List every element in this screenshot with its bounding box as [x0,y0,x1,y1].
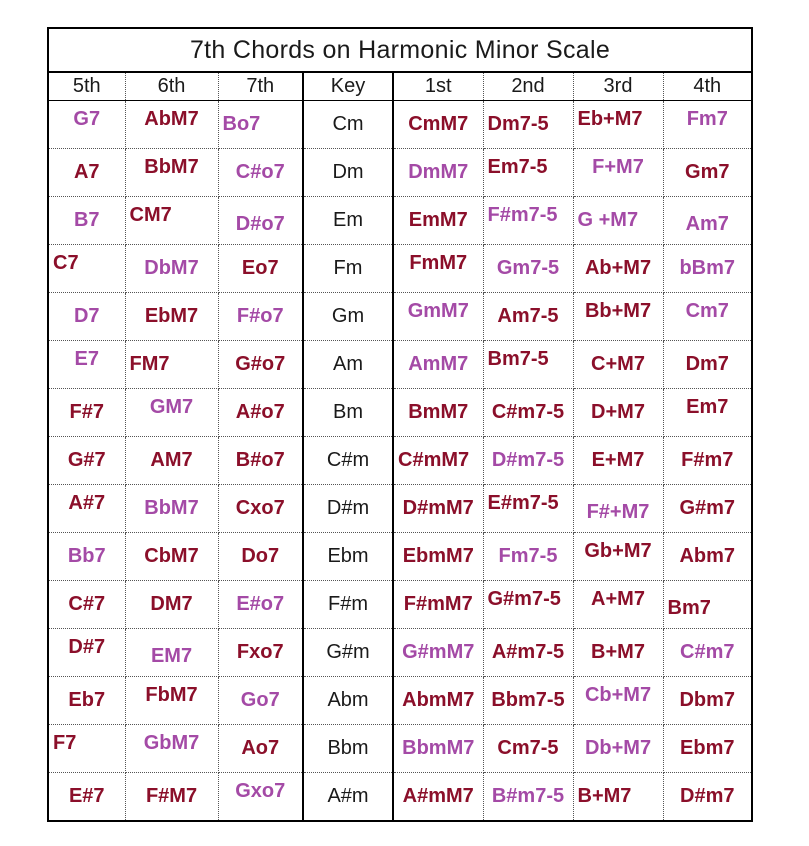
chord-cell-first [393,389,483,437]
chord-name: D7 [73,305,100,327]
chord-name: F+M7 [592,156,644,178]
header-3rd: 3rd [573,72,663,101]
chord-cell-third [573,725,663,773]
chord-name: DbM7 [144,257,199,279]
chord-cell-second [483,245,573,293]
key-cell: D#m [303,485,393,533]
chord-cell-fifth [48,293,125,341]
chord-name: G +M7 [577,209,639,231]
chord-cell-seventh [218,485,303,533]
chord-cell-fifth [48,773,125,822]
chord-cell-fifth [48,677,125,725]
chord-name: C#mM7 [398,449,470,471]
chord-cell-third [573,581,663,629]
chord-cell-second [483,629,573,677]
chord-name: CmM7 [408,113,469,135]
chord-name: CbM7 [144,545,199,567]
key-cell: Bbm [303,725,393,773]
chord-cell-second [483,389,573,437]
chord-name: BmM7 [408,401,469,423]
chord-name: B+M7 [577,785,632,807]
table-row [48,245,752,293]
chord-name: Eb7 [68,689,106,711]
chord-name: A#o7 [235,401,285,423]
chord-name: Fm7-5 [498,545,558,567]
chord-name: C#m7 [680,641,735,663]
table-row [48,533,752,581]
chord-cell-fourth [663,629,752,677]
table-title: 7th Chords on Harmonic Minor Scale [48,28,752,72]
chord-name: B#m7-5 [491,785,565,807]
chord-cell-fourth [663,101,752,149]
chord-cell-second [483,533,573,581]
chord-name: F#7 [69,401,104,423]
table-row [48,197,752,245]
header-5th: 5th [48,72,125,101]
key-cell: Em [303,197,393,245]
chord-cell-second [483,437,573,485]
chord-name: G#7 [67,449,106,471]
chord-name: Ab+M7 [584,257,652,279]
chord-cell-first [393,629,483,677]
chord-name: B#o7 [235,449,285,471]
chord-cell-seventh [218,245,303,293]
chord-cell-fifth [48,389,125,437]
chord-cell-seventh [218,533,303,581]
chord-name: G#o7 [235,353,286,375]
chord-cell-fourth [663,197,752,245]
chord-name: Fxo7 [236,641,284,663]
table-row [48,485,752,533]
chord-cell-second [483,293,573,341]
chord-cell-fourth [663,773,752,822]
chord-cell-sixth [125,677,218,725]
chord-name: A#mM7 [402,785,474,807]
chord-name: E7 [74,348,99,370]
chord-cell-sixth [125,293,218,341]
chord-cell-first [393,437,483,485]
key-cell: Fm [303,245,393,293]
chord-cell-sixth [125,149,218,197]
header-row [48,72,752,101]
chord-cell-first [393,101,483,149]
chord-cell-fifth [48,533,125,581]
chord-cell-first [393,581,483,629]
chord-cell-second [483,725,573,773]
chord-cell-first [393,773,483,822]
chord-cell-fifth [48,101,125,149]
chord-cell-sixth [125,773,218,822]
chord-name: Db+M7 [584,737,652,759]
chord-cell-second [483,101,573,149]
chord-cell-fourth [663,245,752,293]
chord-name: Do7 [241,545,280,567]
chord-name: Cb+M7 [584,684,652,706]
chord-cell-fourth [663,533,752,581]
chord-name: bBm7 [679,257,736,279]
chord-cell-sixth [125,581,218,629]
chord-cell-third [573,245,663,293]
chord-cell-sixth [125,389,218,437]
chord-name: F#m7 [681,449,734,471]
chord-cell-fourth [663,149,752,197]
chord-cell-fourth [663,485,752,533]
chord-name: AbM7 [144,108,199,130]
table-row [48,293,752,341]
header-6th: 6th [125,72,218,101]
chord-name: E#o7 [236,593,285,615]
chord-name: F#o7 [236,305,284,327]
chord-cell-third [573,101,663,149]
key-cell: Gm [303,293,393,341]
chord-cell-fifth [48,725,125,773]
chord-cell-third [573,533,663,581]
table-row [48,677,752,725]
key-cell: Cm [303,101,393,149]
key-cell: Am [303,341,393,389]
chord-name: C#o7 [235,161,285,183]
table-row [48,149,752,197]
chord-cell-second [483,197,573,245]
chord-cell-seventh [218,629,303,677]
header-2nd: 2nd [483,72,573,101]
chord-name: Abm7 [679,545,736,567]
chord-name: A7 [73,161,100,183]
chord-name: E#7 [68,785,105,807]
chord-cell-sixth [125,533,218,581]
chord-cell-fifth [48,437,125,485]
chord-name: Dm7 [685,353,729,375]
chord-cell-sixth [125,101,218,149]
chord-cell-second [483,341,573,389]
chord-name: D#7 [68,636,106,658]
chord-cell-sixth [125,725,218,773]
chord-name: Em7 [686,396,729,418]
chord-name: EmM7 [408,209,468,231]
chord-name: D#m7 [680,785,735,807]
chord-name: F7 [53,732,77,754]
chord-cell-first [393,677,483,725]
chord-name: Em7-5 [487,156,548,178]
chord-cell-sixth [125,629,218,677]
chord-name: D#mM7 [402,497,474,519]
chord-name: BbmM7 [402,737,475,759]
chord-name: Bbm7-5 [491,689,565,711]
table-row [48,773,752,822]
chord-cell-sixth [125,245,218,293]
chord-name: Gm7 [685,161,730,183]
chord-name: B+M7 [591,641,645,663]
chord-cell-seventh [218,197,303,245]
chord-cell-second [483,485,573,533]
chord-cell-seventh [218,581,303,629]
chord-name: G#m7 [679,497,736,519]
chord-name: Dbm7 [679,689,736,711]
chord-cell-third [573,677,663,725]
chord-cell-seventh [218,389,303,437]
chord-cell-first [393,725,483,773]
chord-cell-fourth [663,725,752,773]
chord-name: Eb+M7 [577,108,643,130]
chord-name: Dm7-5 [487,113,549,135]
chord-name: G7 [73,108,101,130]
table-row [48,341,752,389]
chord-cell-third [573,197,663,245]
chord-name: AbmM7 [402,689,475,711]
chord-name: BbM7 [144,156,199,178]
chord-name: C#7 [68,593,106,615]
chord-name: Am7-5 [497,305,559,327]
chord-name: D#o7 [235,213,285,235]
chord-cell-sixth [125,437,218,485]
chord-cell-fifth [48,245,125,293]
chord-name: E+M7 [591,449,645,471]
chord-name: Ebm7 [680,737,735,759]
chord-cell-first [393,485,483,533]
chord-cell-fourth [663,389,752,437]
chord-cell-seventh [218,725,303,773]
chord-cell-first [393,533,483,581]
chord-cell-second [483,581,573,629]
chord-cell-seventh [218,149,303,197]
chord-cell-third [573,773,663,822]
table-row [48,437,752,485]
chord-cell-second [483,677,573,725]
chord-name: Gb+M7 [584,540,652,562]
chord-name: Gm7-5 [496,257,560,279]
chord-name: D+M7 [591,401,645,423]
chord-name: GmM7 [407,300,469,322]
chord-name: EM7 [150,645,193,667]
chord-cell-fifth [48,581,125,629]
chord-cell-third [573,629,663,677]
chord-cell-sixth [125,197,218,245]
chord-cell-third [573,293,663,341]
chord-name: Ao7 [241,737,280,759]
table-row [48,101,752,149]
chord-cell-first [393,245,483,293]
chord-cell-fifth [48,629,125,677]
chord-name: BbM7 [144,497,199,519]
chord-cell-fourth [663,581,752,629]
chord-name: FbM7 [145,684,198,706]
chord-cell-sixth [125,341,218,389]
chord-cell-fourth [663,677,752,725]
chord-cell-fifth [48,341,125,389]
chord-name: C#m7-5 [491,401,565,423]
chord-name: Gxo7 [235,780,286,802]
chord-cell-fourth [663,437,752,485]
chord-name: CM7 [129,204,172,226]
chord-name: A#m7-5 [491,641,565,663]
table-row [48,581,752,629]
key-cell: Bm [303,389,393,437]
chord-name: DM7 [150,593,193,615]
chord-name: Bm7-5 [487,348,549,370]
chord-name: Cm7 [685,300,729,322]
chord-name: Bb7 [67,545,106,567]
table-row [48,629,752,677]
key-cell: F#m [303,581,393,629]
chord-cell-third [573,341,663,389]
chord-cell-first [393,341,483,389]
chord-name: Cxo7 [235,497,285,519]
chord-name: AmM7 [408,353,469,375]
chord-cell-seventh [218,341,303,389]
key-cell: Ebm [303,533,393,581]
chord-cell-sixth [125,485,218,533]
header-1st: 1st [393,72,483,101]
chord-table [47,27,753,822]
chord-cell-seventh [218,773,303,822]
header-key: Key [303,72,393,101]
chord-name: F#mM7 [403,593,473,615]
chord-name: Bm7 [667,597,711,619]
header-4th: 4th [663,72,752,101]
chord-cell-fourth [663,341,752,389]
chord-name: B7 [73,209,100,231]
chord-name: G#m7-5 [487,588,561,610]
chord-cell-fifth [48,197,125,245]
chord-cell-fifth [48,149,125,197]
chord-cell-first [393,293,483,341]
chord-name: E#m7-5 [487,492,559,514]
key-cell: C#m [303,437,393,485]
chord-name: F#m7-5 [487,204,558,226]
chord-name: A+M7 [591,588,645,610]
chord-name: Bb+M7 [584,300,652,322]
chord-cell-second [483,773,573,822]
chord-name: Eo7 [241,257,279,279]
chord-name: DmM7 [408,161,469,183]
chord-cell-seventh [218,437,303,485]
chord-name: G#mM7 [402,641,475,663]
key-cell: Abm [303,677,393,725]
chord-cell-fourth [663,293,752,341]
chord-name: GbM7 [143,732,200,754]
key-cell: G#m [303,629,393,677]
chord-name: C7 [53,252,79,274]
chord-name: Fm7 [686,108,728,130]
chord-name: C+M7 [591,353,645,375]
chord-name: Am7 [685,213,729,235]
chord-name: A#7 [68,492,106,514]
chord-name: AM7 [150,449,193,471]
key-cell: A#m [303,773,393,822]
chord-cell-third [573,149,663,197]
chord-name: FM7 [129,353,170,375]
table-row [48,389,752,437]
chord-name: F#M7 [145,785,198,807]
chord-name: D#m7-5 [491,449,565,471]
chord-cell-third [573,485,663,533]
chord-cell-third [573,437,663,485]
table-row [48,725,752,773]
chord-cell-first [393,197,483,245]
chord-cell-seventh [218,101,303,149]
chord-cell-seventh [218,677,303,725]
chord-name: GM7 [149,396,194,418]
chord-cell-second [483,149,573,197]
chord-name: F#+M7 [586,501,650,523]
header-7th: 7th [218,72,303,101]
chord-cell-fifth [48,485,125,533]
chord-name: EbM7 [144,305,199,327]
chord-name: EbmM7 [402,545,474,567]
chord-cell-first [393,149,483,197]
chord-name: FmM7 [409,252,468,274]
chord-cell-third [573,389,663,437]
chord-name: Cm7-5 [497,737,559,759]
chord-name: Bo7 [222,113,261,135]
chord-cell-seventh [218,293,303,341]
chord-name: Go7 [240,689,280,711]
key-cell: Dm [303,149,393,197]
